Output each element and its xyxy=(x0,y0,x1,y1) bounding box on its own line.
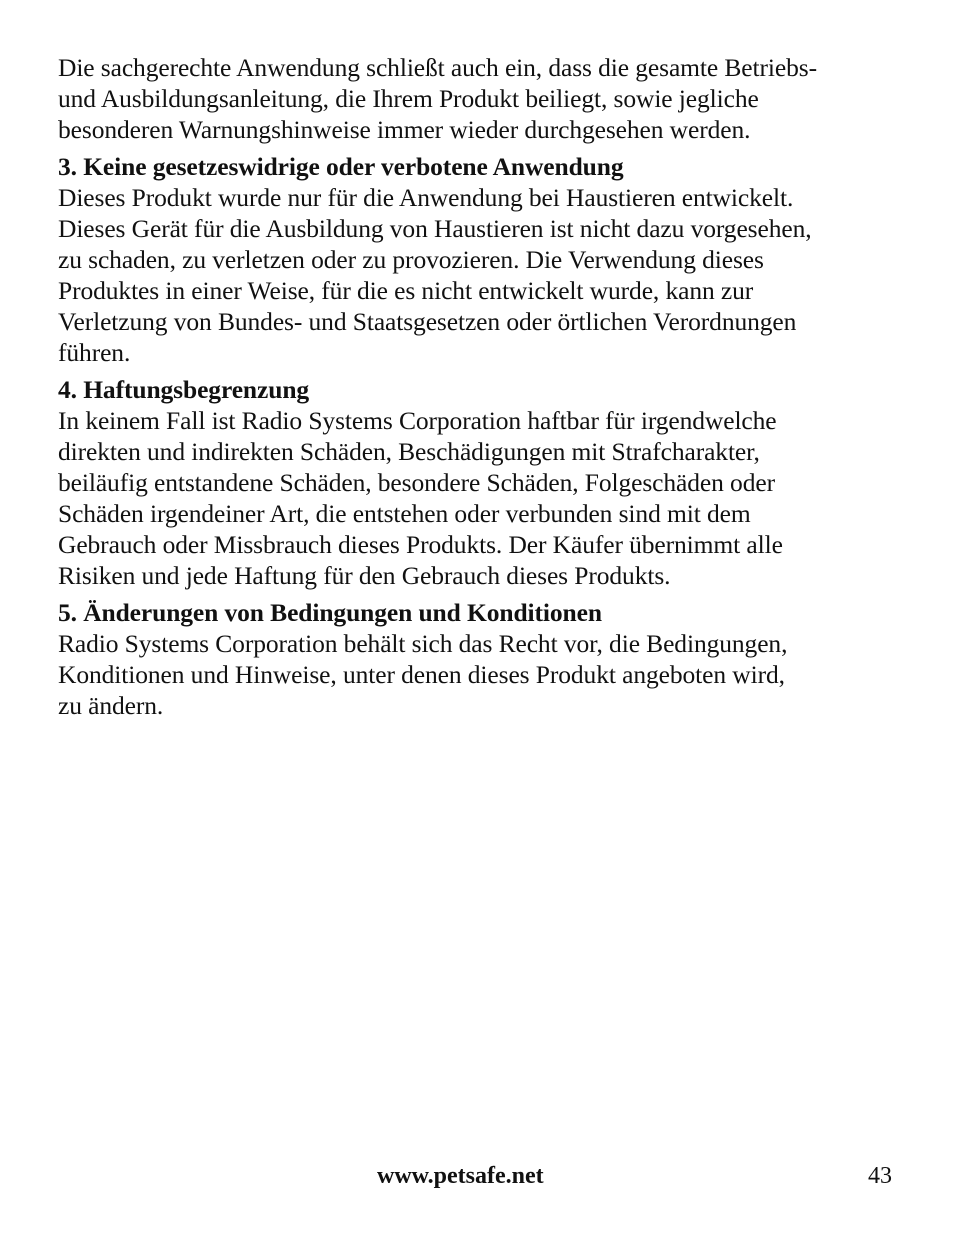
document-page xyxy=(58,52,898,721)
section-line: führen. xyxy=(58,338,131,367)
intro-line: besonderen Warnungshinweise immer wieder durchgesehen werden. xyxy=(58,115,751,144)
section-line: Risiken und jede Haftung für den Gebrauch dieses Produkts. xyxy=(58,561,671,590)
intro-paragraph xyxy=(58,52,898,145)
section-line: In keinem Fall ist Radio Systems Corporation haftbar für irgendwelche xyxy=(58,406,777,435)
section-heading: 5. Änderungen von Bedingungen und Konditionen xyxy=(58,598,602,627)
section-line: Radio Systems Corporation behält sich das Recht vor, die Bedingungen, xyxy=(58,629,788,658)
intro-line: und Ausbildungsanleitung, die Ihrem Produkt beiliegt, sowie jegliche xyxy=(58,84,759,113)
section-line: Dieses Produkt wurde nur für die Anwendung bei Haustieren entwickelt. xyxy=(58,183,794,212)
section-5 xyxy=(58,597,898,721)
footer-url: www.petsafe.net xyxy=(377,1163,544,1189)
intro-line: Die sachgerechte Anwendung schließt auch ein, dass die gesamte Betriebs- xyxy=(58,53,817,82)
section-line: zu ändern. xyxy=(58,691,164,720)
section-heading: 4. Haftungsbegrenzung xyxy=(58,375,310,404)
section-heading: 3. Keine gesetzeswidrige oder verbotene Anwendung xyxy=(58,152,624,181)
section-line: beiläufig entstandene Schäden, besondere Schäden, Folgeschäden oder xyxy=(58,468,775,497)
section-line: Verletzung von Bundes- und Staatsgesetzen oder örtlichen Verordnungen xyxy=(58,307,797,336)
section-line: Gebrauch oder Missbrauch dieses Produkts. Der Käufer übernimmt alle xyxy=(58,530,783,559)
section-line: Schäden irgendeiner Art, die entstehen oder verbunden sind mit dem xyxy=(58,499,751,528)
section-line: zu schaden, zu verletzen oder zu provozieren. Die Verwendung dieses xyxy=(58,245,764,274)
section-4 xyxy=(58,374,898,591)
section-line: Produktes in einer Weise, für die es nicht entwickelt wurde, kann zur xyxy=(58,276,754,305)
section-line: Konditionen und Hinweise, unter denen dieses Produkt angeboten wird, xyxy=(58,660,785,689)
section-3 xyxy=(58,151,898,368)
section-line: Dieses Gerät für die Ausbildung von Haustieren ist nicht dazu vorgesehen, xyxy=(58,214,812,243)
page-number: 43 xyxy=(868,1163,892,1189)
section-line: direkten und indirekten Schäden, Beschädigungen mit Strafcharakter, xyxy=(58,437,760,466)
